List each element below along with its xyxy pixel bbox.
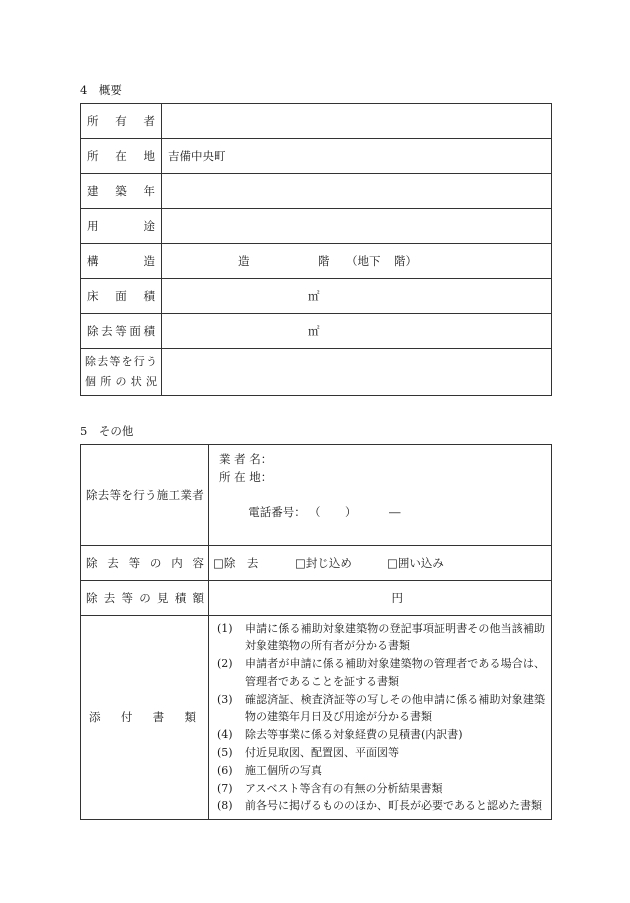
enclosure-checkbox[interactable]: □封じ込め	[295, 555, 352, 570]
built-year-field[interactable]	[162, 174, 552, 209]
structure-label: 構 造	[81, 244, 162, 279]
contractor-row	[81, 445, 552, 546]
list-item: (6) 施工個所の写真	[217, 763, 322, 777]
content-label: 除 去 等 の 内 容	[81, 545, 209, 580]
section5-heading: 5 その他	[80, 424, 134, 438]
removal-area-row	[81, 314, 552, 349]
attachments-row	[81, 615, 552, 820]
estimate-unit: 円	[391, 590, 403, 605]
section4-heading: 4 概要	[80, 83, 122, 97]
attachments-list	[209, 615, 552, 820]
other-table	[80, 444, 552, 820]
removal-status-label: 除 去 等 を 行 う 個 所 の 状 況	[81, 349, 162, 396]
contractor-label: 除去等を行う施工業者	[81, 445, 209, 546]
containment-checkbox[interactable]: □囲い込み	[387, 555, 444, 570]
structure-row	[81, 244, 552, 279]
owner-label: 所 有 者	[81, 104, 162, 139]
floor-area-label: 床 面 積	[81, 279, 162, 314]
removal-status-field[interactable]	[162, 349, 552, 396]
structure-basement-close: 階）	[394, 254, 417, 268]
use-label: 用 途	[81, 209, 162, 244]
contractor-name: 業 者 名：	[219, 452, 273, 466]
contractor-phone: 電話番号： （ ） ―	[248, 504, 401, 519]
estimate-row	[81, 580, 552, 615]
removal-area-field[interactable]	[162, 314, 552, 349]
list-item: (8) 前各号に掲げるもののほか、町長が必要であると認めた書類	[217, 799, 542, 813]
floor-area-row	[81, 279, 552, 314]
location-row	[81, 139, 552, 174]
list-item: (3) 確認済証、検査済証等の写しその他申請に係る補助対象建築物の建築年月日及び用途が分かる書類	[217, 692, 545, 724]
removal-area-label: 除 去 等 面 積	[81, 314, 162, 349]
built-year-row	[81, 174, 552, 209]
use-field[interactable]	[162, 209, 552, 244]
list-item: (4) 除去等事業に係る対象経費の見積書(内訳書)	[217, 728, 463, 742]
removal-status-row	[81, 349, 552, 396]
owner-field[interactable]	[162, 104, 552, 139]
attachments-label: 添 付 書 類	[81, 615, 209, 820]
list-item: (5) 付近見取図、配置図、平面図等	[217, 746, 399, 760]
list-item: (7) アスベスト等含有の有無の分析結果書類	[217, 781, 443, 795]
floor-area-unit: ㎡	[308, 289, 320, 303]
estimate-field[interactable]	[209, 580, 552, 615]
location-label: 所 在 地	[81, 139, 162, 174]
location-field[interactable]: 吉備中央町	[162, 139, 552, 174]
structure-field[interactable]	[162, 244, 552, 279]
contractor-field[interactable]	[209, 445, 552, 546]
use-row	[81, 209, 552, 244]
list-item: (1) 申請に係る補助対象建築物の登記事項証明書その他当該補助対象建築物の所有者が分かる書類	[217, 621, 545, 653]
list-item: (2) 申請者が申請に係る補助対象建築物の管理者である場合は、管理者であることを証する書類	[217, 657, 545, 688]
floor-area-field[interactable]	[162, 279, 552, 314]
structure-basement-open: （地下	[346, 254, 381, 268]
content-row	[81, 545, 552, 580]
removal-checkbox[interactable]: □除 去	[213, 555, 259, 570]
overview-table	[80, 103, 552, 396]
estimate-label: 除 去 等 の 見 積 額	[81, 580, 209, 615]
structure-zou: 造	[238, 254, 250, 268]
contractor-address: 所 在 地：	[219, 469, 273, 484]
content-options	[209, 545, 552, 580]
built-year-label: 建 築 年	[81, 174, 162, 209]
structure-kai: 階	[318, 254, 330, 268]
owner-row	[81, 104, 552, 139]
removal-area-unit: ㎡	[308, 324, 320, 338]
